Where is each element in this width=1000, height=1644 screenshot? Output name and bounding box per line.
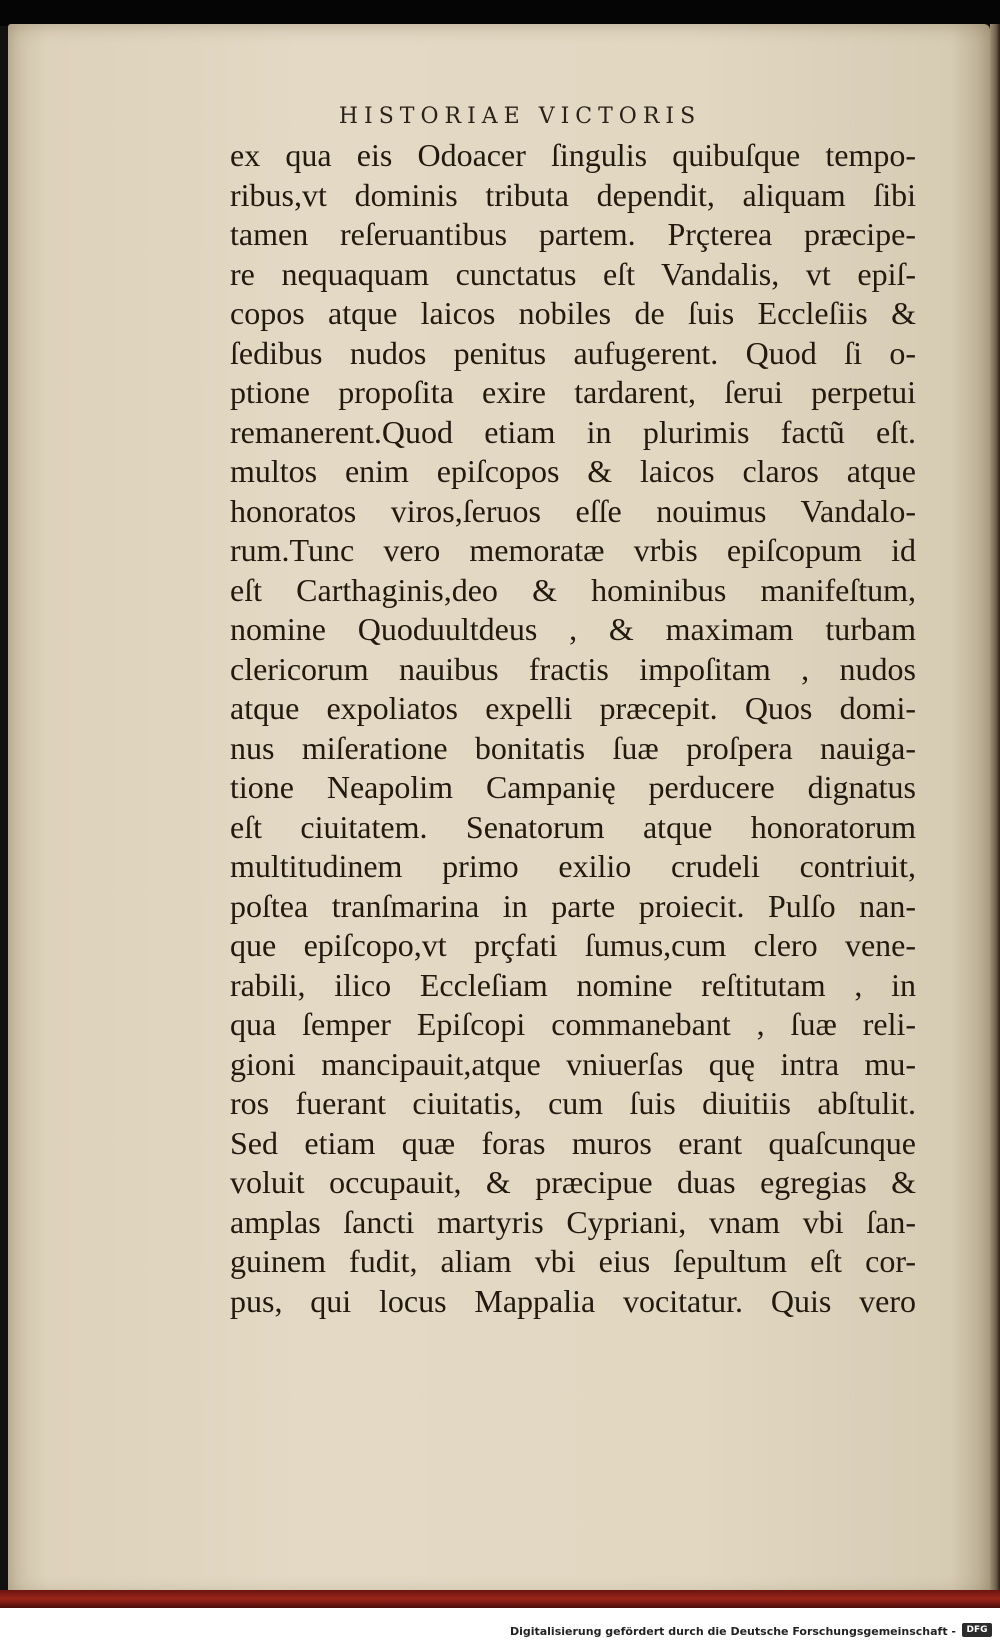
text-line: ribus,vt dominis tributa dependit, aliquam ſibi bbox=[230, 176, 916, 213]
text-line: ptione propoſita exire tardarent, ſerui perpetui bbox=[230, 374, 916, 410]
text-line: multos enim epiſcopos & laicos claros atque bbox=[230, 453, 916, 489]
body-text bbox=[230, 136, 916, 1321]
text-line: voluit occupauit, & præcipue duas egregias & bbox=[230, 1164, 916, 1200]
text-line: qua ſemper Epiſcopi commanebant , ſuæ reli- bbox=[230, 1006, 916, 1042]
text-line: Sed etiam quæ foras muros erant quaſcunque bbox=[230, 1124, 916, 1161]
text-line: eſt ciuitatem. Senatorum atque honoratorum bbox=[230, 808, 916, 845]
text-line: ros fuerant ciuitatis, cum ſuis diuitiis abſtulit. bbox=[230, 1085, 916, 1121]
text-line: tione Neapolim Campanię perducere dignatus bbox=[230, 769, 916, 805]
text-line: eſt Carthaginis,deo & hominibus manifeſtum, bbox=[230, 571, 916, 608]
text-line: gioni mancipauit,atque vniuerſas quę intra mu- bbox=[230, 1045, 916, 1082]
text-line: rum.Tunc vero memoratæ vrbis epiſcopum id bbox=[230, 532, 916, 568]
text-line: nomine Quoduultdeus , & maximam turbam bbox=[230, 611, 916, 647]
text-line: multitudinem primo exilio crudeli contriuit, bbox=[230, 848, 916, 884]
text-line: ſedibus nudos penitus aufugerent. Quod ſi o- bbox=[230, 334, 916, 371]
text-line: clericorum nauibus fractis impoſitam , nudos bbox=[230, 650, 916, 687]
text-line: guinem fudit, aliam vbi eius ſepultum eſt cor- bbox=[230, 1243, 916, 1279]
text-line: que epiſcopo,vt prçfati ſumus,cum clero vene- bbox=[230, 927, 916, 963]
text-line: atque expoliatos expelli præcepit. Quos domi- bbox=[230, 690, 916, 726]
text-line: tamen reſeruantibus partem. Prçterea præcipe- bbox=[230, 216, 916, 252]
text-line: amplas ſancti martyris Cypriani, vnam vbi ſan- bbox=[230, 1203, 916, 1240]
text-line: re nequaquam cunctatus eſt Vandalis, vt epiſ- bbox=[230, 255, 916, 292]
text-line: nus miſeratione bonitatis ſuæ proſpera nauiga- bbox=[230, 729, 916, 766]
text-line: honoratos viros,ſeruos eſſe nouimus Vandalo- bbox=[230, 492, 916, 529]
page-edge-shadow bbox=[990, 24, 1000, 1596]
funding-credit: Digitalisierung gefördert durch die Deutsche Forschungsgemeinschaft - bbox=[509, 1625, 956, 1638]
text-line: copos atque laicos nobiles de ſuis Eccleſiis & bbox=[230, 295, 916, 331]
text-line: ex qua eis Odoacer ſingulis quibuſque tempo- bbox=[230, 137, 916, 173]
scan-top-border bbox=[0, 0, 1000, 26]
text-line: rabili, ilico Eccleſiam nomine reſtitutam , in bbox=[230, 966, 916, 1003]
dfg-logo: DFG bbox=[962, 1623, 992, 1637]
text-line: pus, qui locus Mappalia vocitatur. Quis vero bbox=[230, 1282, 916, 1319]
text-line: poſtea tranſmarina in parte proiecit. Pulſo nan- bbox=[230, 887, 916, 924]
running-head: HISTORIAE VICTORIS bbox=[338, 104, 702, 129]
text-line: remanerent.Quod etiam in plurimis factũ eſt. bbox=[230, 413, 916, 450]
book-edge-red bbox=[0, 1590, 1000, 1608]
